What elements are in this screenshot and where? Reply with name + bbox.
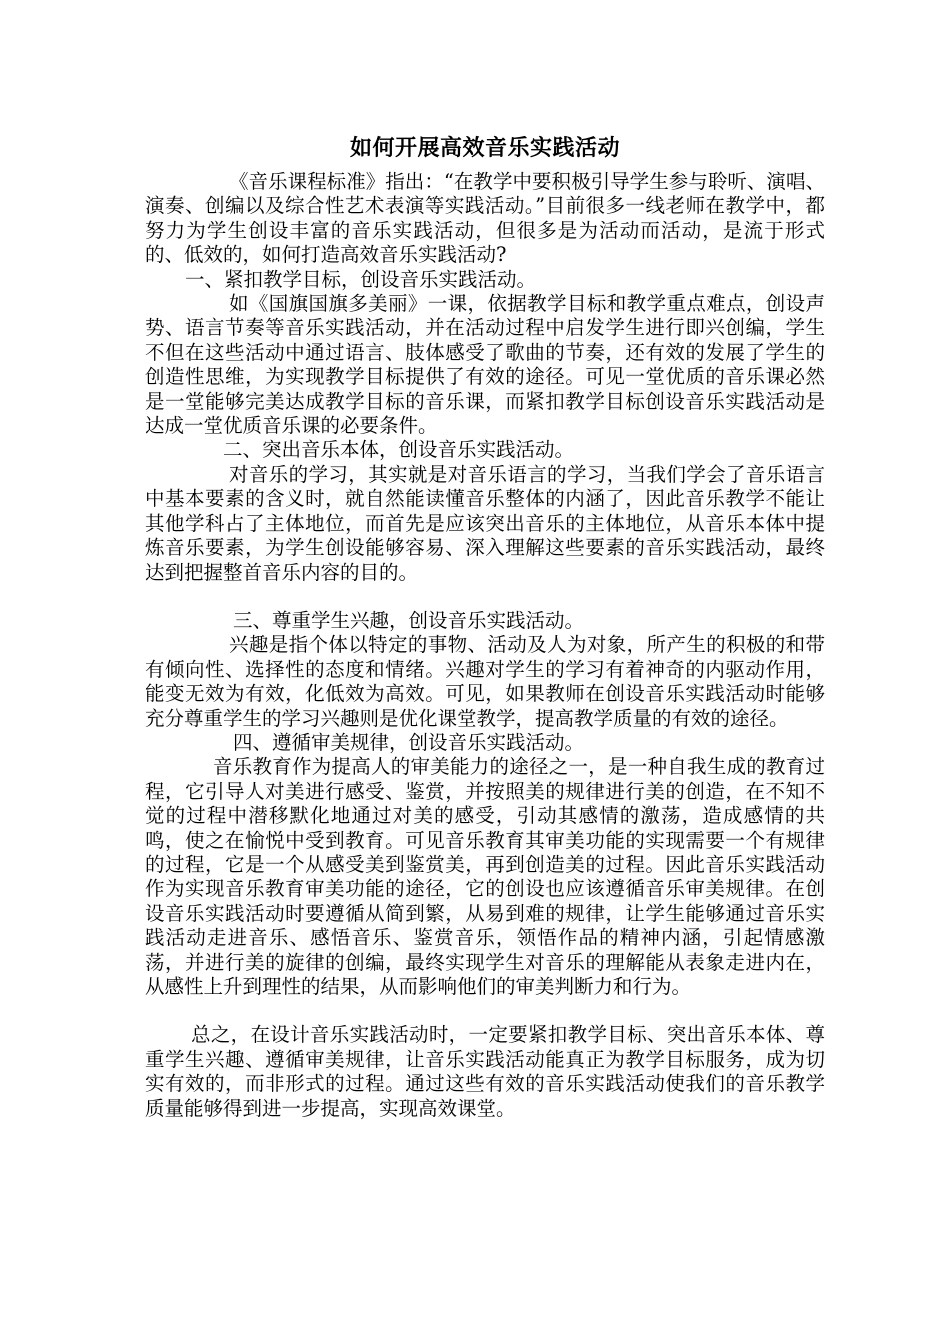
paragraph-gap: [145, 585, 825, 609]
intro-paragraph: 《音乐课程标准》指出：“在教学中要积极引导学生参与聆听、演唱、演奏、创编以及综合性艺术表演等实践活动。”目前很多一线老师在教学中，都努力为学生创设丰富的音乐实践活动，但很多是为活动而活动，是流于形式的、低效的，如何打造高效音乐实践活动?: [145, 170, 825, 267]
section-4-body: 音乐教育作为提高人的审美能力的途径之一，是一种自我生成的教育过程，它引导人对美进行感受、鉴赏，并按照美的规律进行美的创造，在不知不觉的过程中潜移默化地通过对美的感受，引动其感情的激荡，造成感情的共鸣，使之在愉悦中受到教育。可见音乐教育其审美功能的实现需要一个有规律的过程，它是一个从感受美到鉴赏美，再到创造美的过程。因此音乐实践活动作为实现音乐教育审美功能的途径，它的创设也应该遵循音乐审美规律。在创设音乐实践活动时要遵循从简到繁，从易到难的规律，让学生能够通过音乐实践活动走进音乐、感悟音乐、鉴赏音乐，领悟作品的精神内涵，引起情感激荡，并进行美的旋律的创编，最终实现学生对音乐的理解能从表象走进内在，从感性上升到理性的结果，从而影响他们的审美判断力和行为。: [145, 755, 825, 998]
document-title: 如何开展高效音乐实践活动: [349, 136, 620, 161]
paragraph-gap: [145, 999, 825, 1023]
section-1-body: 如《国旗国旗多美丽》一课，依据教学目标和教学重点难点，创设声势、语言节奏等音乐实践活动，并在活动过程中启发学生进行即兴创编，学生不但在这些活动中通过语言、肢体感受了歌曲的节奏，还有效的发展了学生的创造性思维，为实现教学目标提供了有效的途径。可见一堂优质的音乐课必然是一堂能够完美达成教学目标的音乐课，而紧扣教学目标创设音乐实践活动是达成一堂优质音乐课的必要条件。: [145, 292, 825, 438]
section-2-heading: 二、突出音乐本体，创设音乐实践活动。: [223, 438, 575, 462]
section-3-heading: 三、尊重学生兴趣，创设音乐实践活动。: [233, 608, 585, 632]
section-2-body: 对音乐的学习，其实就是对音乐语言的学习，当我们学会了音乐语言中基本要素的含义时，就自然能读懂音乐整体的内涵了，因此音乐教学不能让其他学科占了主体地位，而首先是应该突出音乐的主体地位，从音乐本体中提炼音乐要素，为学生创设能够容易、深入理解这些要素的音乐实践活动，最终达到把握整首音乐内容的目的。: [145, 462, 825, 584]
section-1-heading: 一、紧扣教学目标，创设音乐实践活动。: [185, 267, 537, 291]
document-body: [145, 132, 825, 1121]
section-4-heading: 四、遵循审美规律，创设音乐实践活动。: [233, 730, 585, 754]
conclusion-paragraph: 总之，在设计音乐实践活动时，一定要紧扣教学目标、突出音乐本体、尊重学生兴趣、遵循审美规律，让音乐实践活动能真正为教学目标服务，成为切实有效的，而非形式的过程。通过这些有效的音乐实践活动使我们的音乐教学质量能够得到进一步提高，实现高效课堂。: [145, 1023, 825, 1120]
section-3-body: 兴趣是指个体以特定的事物、活动及人为对象，所产生的积极的和带有倾向性、选择性的态度和情绪。兴趣对学生的学习有着神奇的内驱动作用，能变无效为有效，化低效为高效。可见，如果教师在创设音乐实践活动时能够充分尊重学生的学习兴趣则是优化课堂教学，提高教学质量的有效的途径。: [145, 633, 825, 730]
